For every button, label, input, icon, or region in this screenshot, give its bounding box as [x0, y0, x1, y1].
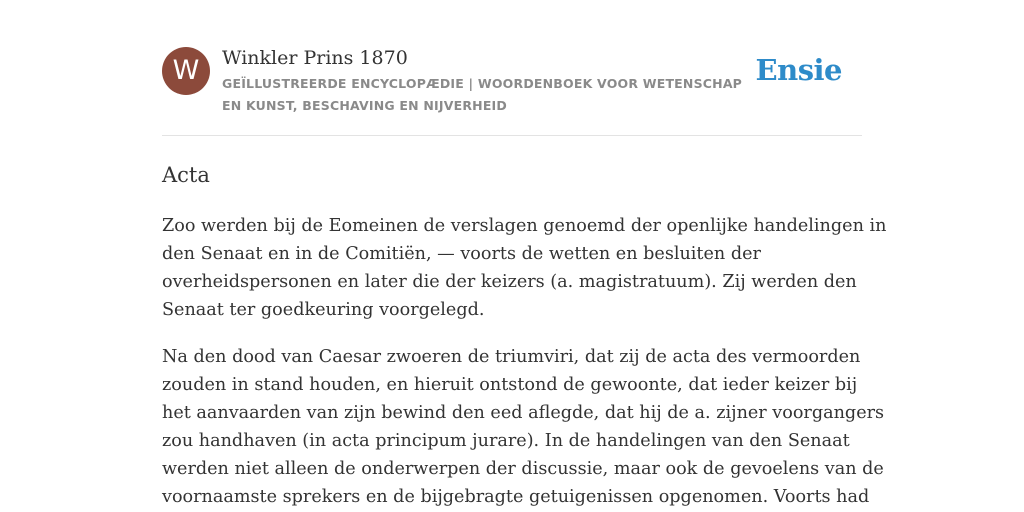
text-line: Na den dood van Caesar zwoeren de triumviri, dat zij de acta des vermoorden: [162, 347, 861, 367]
ensie-logo-link[interactable]: Ensie: [755, 53, 842, 87]
text-line: Senaat ter goedkeuring voorgelegd.: [162, 300, 485, 320]
entry-body: [162, 212, 887, 512]
paragraph-1: [162, 212, 887, 324]
paragraph-2: [162, 343, 885, 511]
header-divider: [162, 135, 862, 136]
entry-title: Acta: [162, 163, 210, 187]
text-line: zou handhaven (in acta principum jurare). In de handelingen van den Senaat: [162, 431, 850, 451]
source-subtitle: GEÏLLUSTREERDE ENCYCLOPÆDIE | WOORDENBOEK VOOR WETENSCHAP EN KUNST, BESCHAVING EN NIJVERHEID: [222, 76, 743, 113]
source-title[interactable]: Winkler Prins 1870: [222, 47, 408, 69]
text-line: overheidspersonen en later die der keizers (a. magistratuum). Zij werden den: [162, 272, 857, 292]
text-line: den Senaat en in de Comitiën, — voorts de wetten en besluiten der: [162, 244, 761, 264]
text-line: werden niet alleen de onderwerpen der discussie, maar ook de gevoelens van de: [162, 459, 884, 479]
text-line: Zoo werden bij de Eomeinen de verslagen genoemd der openlijke handelingen in: [162, 216, 887, 236]
text-line: zouden in stand houden, en hieruit ontstond de gewoonte, dat ieder keizer bij: [162, 375, 858, 395]
source-header: [162, 44, 862, 136]
text-line: voornaamste sprekers en de bijgebragte getuigenissen opgenomen. Voorts had: [162, 487, 870, 507]
text-line: het aanvaarden van zijn bewind den eed aflegde, dat hij de a. zijner voorgangers: [162, 403, 885, 423]
source-avatar[interactable]: W: [162, 47, 210, 95]
